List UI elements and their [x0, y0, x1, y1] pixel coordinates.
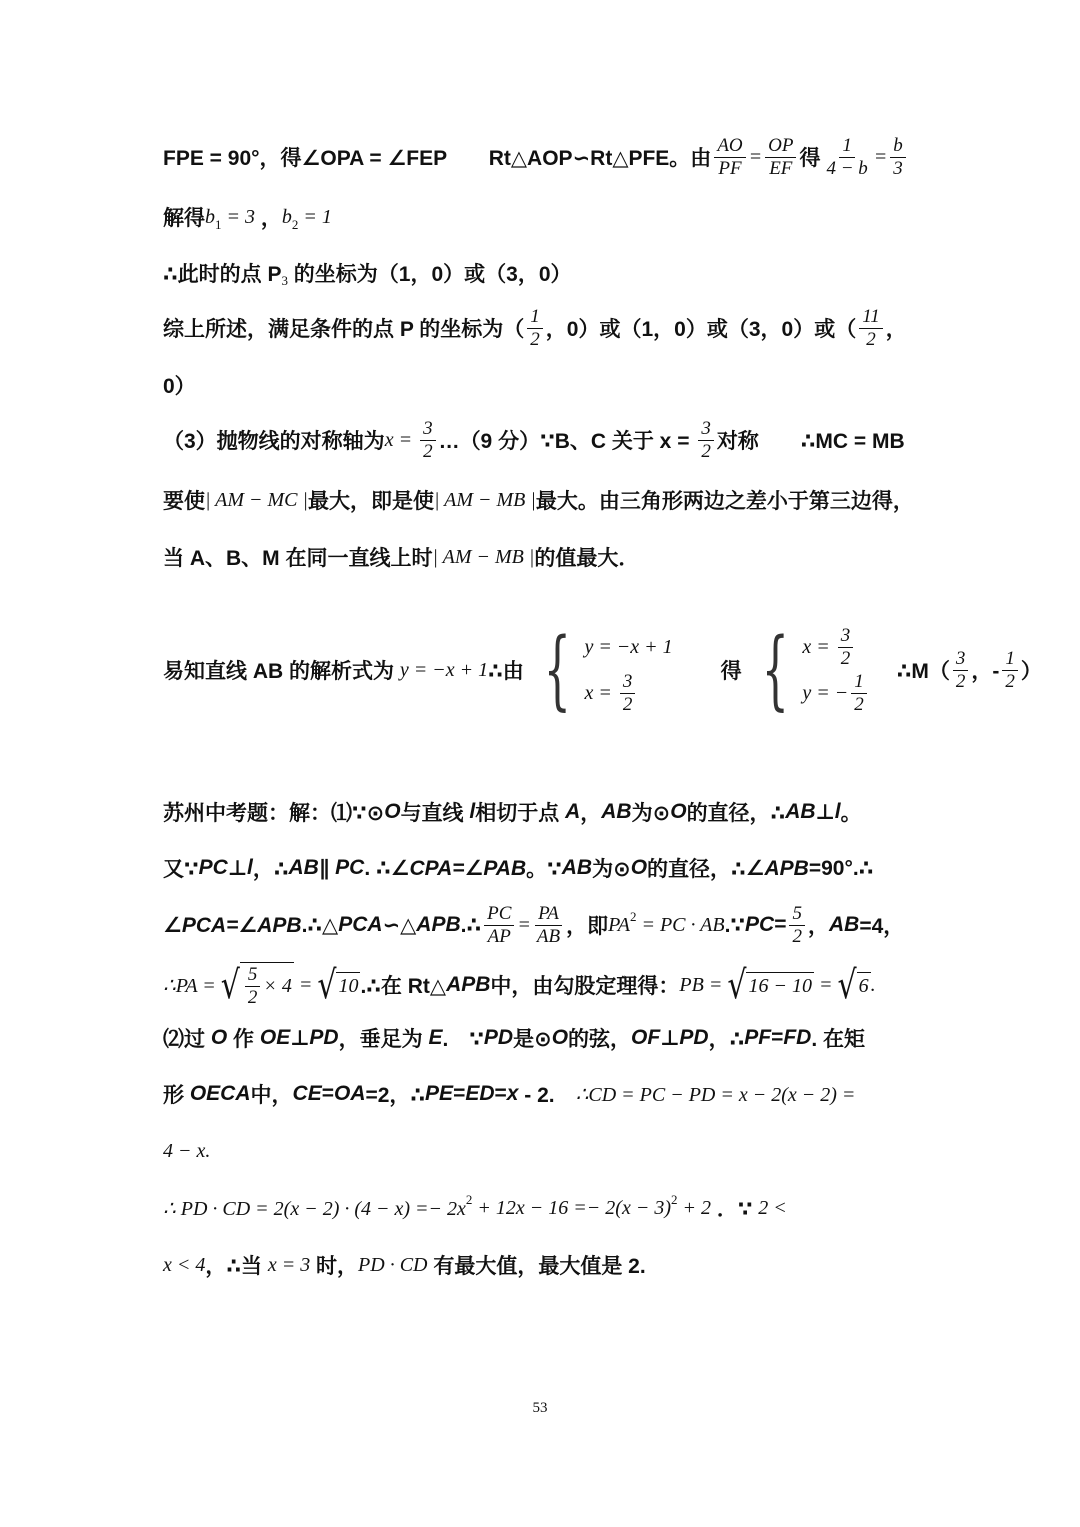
denominator: 2	[792, 925, 802, 947]
math-variable: O	[630, 856, 648, 879]
numerator: 1	[1002, 649, 1018, 671]
left-brace-icon: {	[761, 620, 789, 720]
math-variable: x	[506, 1082, 519, 1105]
math-variable: ED	[465, 1082, 495, 1105]
text: 的弦，	[568, 1028, 632, 1051]
math-variable: PC	[745, 913, 775, 936]
numerator: PA	[535, 904, 562, 926]
system-row	[584, 626, 672, 668]
text: 与直线	[400, 802, 470, 825]
square-root	[837, 962, 870, 1008]
text-line	[163, 1188, 923, 1228]
numerator: 3	[698, 419, 714, 441]
fraction	[484, 904, 514, 947]
math-expression: 2 <	[758, 1196, 787, 1219]
text: ∴由	[488, 660, 524, 683]
fraction	[823, 136, 870, 179]
text: 时，	[310, 1255, 359, 1278]
text: . ∴	[364, 856, 391, 880]
text-line	[163, 610, 1042, 730]
radicand	[746, 972, 814, 998]
math-variable: PF	[744, 1026, 772, 1049]
text: 相切于点	[475, 802, 566, 825]
text: 。	[840, 802, 862, 825]
math-variable: APB	[416, 913, 461, 936]
fraction	[953, 649, 969, 692]
math-variable: OA	[333, 1082, 366, 1105]
numerator: PC	[484, 904, 514, 926]
numerator: AO	[714, 136, 745, 158]
text: ⊥	[815, 800, 835, 824]
text: .∵	[724, 913, 746, 937]
math-expression: 16 − 10	[748, 975, 812, 997]
text: =	[494, 1082, 507, 1105]
math-expression: =	[873, 145, 888, 168]
text: ∥	[318, 856, 336, 880]
math-expression: x =	[584, 681, 617, 704]
math-expression: = PC · AB	[636, 913, 725, 936]
math-variable: AB	[828, 913, 860, 936]
superscript: 2	[465, 1192, 473, 1207]
left-brace-icon: {	[543, 620, 571, 720]
text: 的直径，∴	[686, 802, 786, 825]
denominator: 2	[701, 440, 711, 462]
square-root	[317, 962, 360, 1008]
numerator: 5	[245, 965, 261, 987]
text: 易知直线 AB 的解析式为	[163, 660, 400, 683]
math-variable: OECA	[189, 1082, 251, 1105]
math-variable: A	[565, 800, 581, 823]
text-line	[163, 417, 923, 462]
math-expression: | AM − MC |	[205, 488, 309, 511]
text: 苏州中考题：解：⑴∵⊙	[163, 802, 385, 825]
text: 中，由勾股定理得：	[490, 975, 680, 998]
text: 得	[799, 147, 821, 170]
numerator: 11	[859, 307, 883, 329]
radical-sign-icon: √	[837, 962, 857, 1008]
numerator: 1	[527, 307, 543, 329]
math-variable: PC	[198, 856, 228, 879]
math-variable: PD	[483, 1026, 514, 1049]
text: 0）	[163, 375, 196, 398]
radicand	[336, 972, 360, 998]
denominator: AP	[487, 925, 511, 947]
text: ⊥	[227, 856, 248, 880]
math-expression: 4 − x.	[163, 1139, 211, 1162]
text: ，	[885, 318, 907, 341]
text: ，垂足为	[338, 1028, 429, 1051]
math-expression: =	[293, 973, 318, 996]
math-expression: 6	[858, 975, 869, 997]
denominator: PF	[718, 157, 742, 179]
math-variable: PD	[679, 1026, 709, 1049]
text: 为⊙	[631, 802, 671, 825]
math-variable: l	[469, 800, 476, 823]
math-expression: =	[517, 913, 531, 936]
radical-sign-icon: √	[317, 962, 337, 1008]
denominator: 2	[423, 440, 433, 462]
math-variable: OE	[259, 1026, 291, 1049]
fraction	[1002, 649, 1018, 692]
math-variable: O	[670, 800, 687, 823]
fraction	[620, 672, 636, 715]
math-expression: = 1	[298, 205, 332, 228]
superscript: 2	[629, 909, 637, 924]
math-expression: y = −	[802, 681, 849, 704]
fraction	[851, 672, 867, 715]
text: ，∴	[252, 858, 289, 881]
text-line	[163, 848, 923, 888]
numerator: 3	[953, 649, 969, 671]
math-expression: PA	[608, 913, 630, 936]
denominator: 2	[854, 693, 864, 715]
math-expression: = 3	[221, 205, 255, 228]
math-variable: O	[551, 1026, 569, 1049]
math-expression: PD · CD	[358, 1253, 428, 1276]
text: .∴在 Rt△	[360, 975, 447, 998]
math-expression: 10	[338, 975, 359, 997]
math-expression: x =	[384, 428, 418, 451]
math-expression: .	[870, 973, 876, 996]
text: ，0）或（1，0）或（3，0）或（	[545, 318, 857, 341]
numerator: 1	[851, 672, 867, 694]
text: 要使	[163, 490, 205, 513]
text-line	[163, 365, 923, 405]
text: =90°.∴	[808, 856, 874, 880]
text: ∴此时的点 P	[163, 263, 282, 286]
denominator: 2	[955, 670, 966, 692]
math-variable: PD	[309, 1026, 339, 1049]
text-line	[163, 480, 923, 520]
text-line	[163, 1131, 923, 1171]
math-variable: AB	[561, 856, 593, 879]
math-variable: AB	[288, 856, 319, 879]
fraction	[420, 419, 436, 462]
text: =2，∴	[365, 1084, 426, 1107]
text-line	[163, 253, 923, 293]
numerator: OP	[765, 136, 796, 158]
system-rows	[584, 626, 672, 714]
numerator: 3	[420, 419, 436, 441]
math-expression: x = 3	[267, 1253, 311, 1276]
text: ⊥	[660, 1026, 680, 1050]
fraction	[859, 307, 883, 350]
system-row	[802, 626, 869, 668]
text: ，	[807, 915, 829, 938]
math-variable: O	[384, 800, 401, 823]
text-line	[163, 134, 923, 179]
math-variable: PE	[425, 1082, 454, 1105]
numerator: 1	[839, 136, 855, 158]
text: ，	[580, 802, 602, 825]
math-variable: O	[210, 1026, 228, 1049]
text: FPE = 90°，得∠OPA = ∠FEP Rt△AOP∽Rt△PFE。由	[163, 147, 712, 170]
text: ⑵过	[163, 1028, 211, 1051]
math-expression: =	[813, 973, 838, 996]
text: …（9 分）∵B、C 关于 x =	[438, 430, 696, 453]
fraction	[714, 136, 745, 179]
denominator: 2	[866, 328, 876, 350]
radicand	[857, 972, 871, 998]
math-variable: E	[428, 1026, 443, 1049]
square-root	[221, 962, 294, 1008]
text: =	[774, 913, 787, 936]
text-line	[163, 962, 923, 1008]
subscript: 3	[281, 273, 288, 288]
math-expression: =	[748, 145, 763, 168]
math-expression: | AM − MB |	[434, 488, 536, 511]
text-line	[163, 792, 923, 832]
text-line	[163, 1074, 923, 1114]
text: . ∵	[442, 1028, 484, 1051]
text: - 2.	[518, 1084, 576, 1107]
math-expression: + 12x − 16 =− 2(x − 3)	[472, 1196, 671, 1219]
text: （3）抛物线的对称轴为	[163, 430, 385, 453]
math-expression: × 4	[263, 975, 292, 997]
text: ，∴当	[205, 1255, 268, 1278]
numerator: 5	[789, 904, 805, 926]
equation-system	[748, 620, 870, 720]
square-root	[727, 962, 814, 1008]
system-row	[584, 672, 672, 714]
text-line	[163, 1018, 923, 1058]
math-expression: b	[281, 205, 292, 228]
equation-system	[530, 620, 673, 720]
math-variable: OF	[631, 1026, 661, 1049]
page-number: 53	[532, 1400, 548, 1416]
fraction	[890, 136, 906, 179]
math-variable: ∠APB	[745, 856, 809, 880]
text: 得	[678, 660, 742, 683]
denominator: 2	[247, 987, 258, 1008]
text-line	[163, 902, 923, 947]
math-expression: + 2	[677, 1196, 711, 1219]
fraction	[527, 307, 543, 350]
text: 最大。由三角形两边之差小于第三边得，	[535, 490, 914, 513]
text: 作	[227, 1028, 260, 1051]
subscript: 2	[291, 217, 299, 232]
text: .∴	[460, 913, 482, 937]
math-expression: ∴PA =	[163, 974, 221, 997]
math-variable: AB	[601, 800, 632, 823]
text: 解得	[163, 207, 205, 230]
text: ，即	[566, 915, 609, 938]
text: ．∵	[710, 1198, 759, 1221]
math-variable: ∠PCA=∠APB	[163, 913, 302, 937]
fraction	[789, 904, 805, 947]
text: 当 A、B、M 在同一直线上时	[163, 547, 433, 570]
text: ∴M（	[875, 660, 950, 683]
superscript: 2	[670, 1192, 678, 1207]
text: 中，	[250, 1084, 293, 1107]
text-line	[163, 537, 923, 577]
math-expression: x < 4	[163, 1253, 206, 1276]
text: =	[771, 1026, 784, 1049]
text: . 在矩	[811, 1028, 866, 1051]
denominator: 2	[840, 647, 851, 669]
math-expression: ∴CD = PC − PD = x − 2(x − 2) =	[575, 1083, 856, 1106]
text: ，∴	[708, 1028, 745, 1051]
fraction	[698, 419, 714, 462]
math-variable: l	[834, 800, 841, 823]
fraction	[838, 626, 854, 669]
denominator: 3	[893, 157, 903, 179]
text: 形	[163, 1084, 190, 1107]
math-variable: CE	[292, 1082, 322, 1105]
subscript: 1	[215, 217, 222, 232]
text: 的直径，∴	[647, 858, 746, 881]
text: 是⊙	[513, 1028, 552, 1051]
text: 的值最大．	[534, 547, 640, 570]
text: =4，	[859, 915, 905, 938]
math-variable: l	[247, 856, 253, 879]
radical-sign-icon: √	[220, 962, 240, 1008]
fraction	[245, 965, 261, 1008]
math-variable: ∠CPA=∠PAB	[390, 856, 527, 880]
numerator: b	[890, 136, 906, 158]
denominator: AB	[536, 925, 561, 947]
fraction	[765, 136, 796, 179]
text: =	[453, 1082, 466, 1105]
denominator: 2	[530, 328, 540, 350]
numerator: 3	[838, 626, 854, 648]
text: 。∵	[526, 858, 562, 881]
text: ，	[255, 207, 282, 230]
math-expression: PB =	[679, 973, 728, 996]
text: 对称 ∴MC = MB	[716, 430, 905, 453]
math-expression: b	[205, 205, 215, 228]
text: 的坐标为（1，0）或（3，0）	[287, 263, 572, 286]
radical-sign-icon: √	[727, 962, 747, 1008]
text: 综上所述，满足条件的点 P 的坐标为（	[163, 318, 525, 341]
radicand	[240, 962, 294, 1008]
fraction	[534, 904, 563, 947]
denominator: 4 − b	[826, 157, 868, 179]
math-variable: FD	[783, 1026, 812, 1049]
math-variable: PCA	[338, 913, 383, 936]
numerator: 3	[620, 672, 636, 694]
text: =	[321, 1082, 334, 1105]
text: 最大，即是使	[308, 490, 435, 513]
text: 又∵	[163, 858, 199, 881]
text: ，-	[971, 660, 1000, 683]
system-row	[802, 672, 869, 714]
text-line	[163, 305, 923, 350]
denominator: EF	[769, 157, 793, 179]
math-variable: PC	[335, 856, 365, 879]
text: ）	[1020, 660, 1042, 683]
math-expression: x =	[802, 635, 835, 658]
text: ∽△	[382, 913, 417, 937]
text-line	[163, 197, 923, 237]
math-variable: APB	[446, 973, 491, 996]
text: 为⊙	[592, 858, 631, 881]
math-expression: ∴ PD · CD = 2(x − 2) · (4 − x) =− 2x	[163, 1197, 466, 1220]
text: 有最大值，最大值是 2.	[427, 1255, 646, 1278]
system-rows	[802, 626, 869, 714]
denominator: 2	[622, 693, 633, 715]
math-expression: y = −x + 1	[399, 658, 489, 681]
denominator: 2	[1005, 670, 1015, 692]
text: ⊥	[290, 1026, 310, 1050]
text: .∴△	[301, 913, 339, 937]
math-expression: | AM − MB |	[432, 545, 535, 568]
math-expression: y = −x + 1	[584, 635, 673, 658]
math-variable: AB	[785, 800, 816, 823]
text-line	[163, 1245, 923, 1285]
